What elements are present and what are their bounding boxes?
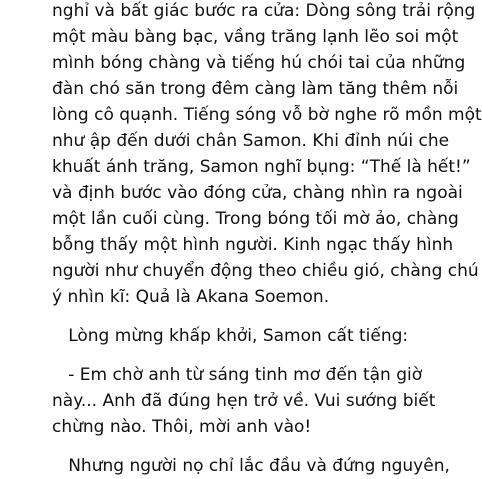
text-line: này... Anh đã đúng hẹn trở về. Vui sướng biết xyxy=(52,391,436,411)
text-line: nghỉ và bất giác bước ra cửa: Dòng sông trải rộng xyxy=(52,1,476,21)
paragraph-1 xyxy=(52,0,482,310)
text-line: như ập đến dưới chân Samon. Khi đỉnh núi che xyxy=(52,131,450,151)
text-line: một màu bàng bạc, vầng trăng lạnh lẽo soi một xyxy=(52,27,459,47)
text-line: lòng cô quạnh. Tiếng sóng vỗ bờ nghe rõ mồn một xyxy=(52,105,482,125)
text-line: và định bước vào đóng cửa, chàng nhìn ra ngoài xyxy=(52,183,463,203)
text-line: Nhưng người nọ chỉ lắc đầu và đứng nguyên, xyxy=(52,456,450,476)
paragraph-3 xyxy=(52,362,436,440)
paragraph-spacer xyxy=(52,440,357,453)
text-line: Lòng mừng khấp khởi, Samon cất tiếng: xyxy=(52,326,409,346)
body-text xyxy=(52,0,482,479)
text-line: đàn chó săn trong đêm càng làm tăng thêm nỗi xyxy=(52,79,459,99)
paragraph-spacer xyxy=(52,310,357,323)
text-line: ý nhìn kĩ: Quả là Akana Soemon. xyxy=(52,287,330,307)
text-line: người như chuyển động theo chiều gió, chàng chú xyxy=(52,261,479,281)
text-line: chừng nào. Thôi, mời anh vào! xyxy=(52,417,312,437)
text-line: mình bóng chàng và tiếng hú chói tai của những xyxy=(52,53,466,73)
text-line: một lần cuối cùng. Trong bóng tối mờ ảo, chàng xyxy=(52,209,459,229)
text-line: khuất ánh trăng, Samon nghĩ bụng: “Thế là hết!” xyxy=(52,157,471,177)
text-line: - Em chờ anh từ sáng tinh mơ đến tận giờ xyxy=(52,365,423,385)
paragraph-2 xyxy=(52,323,409,349)
text-line: bỗng thấy một hình người. Kinh ngạc thấy hình xyxy=(52,235,454,255)
paragraph-spacer xyxy=(52,349,357,362)
paragraph-4 xyxy=(52,453,450,479)
